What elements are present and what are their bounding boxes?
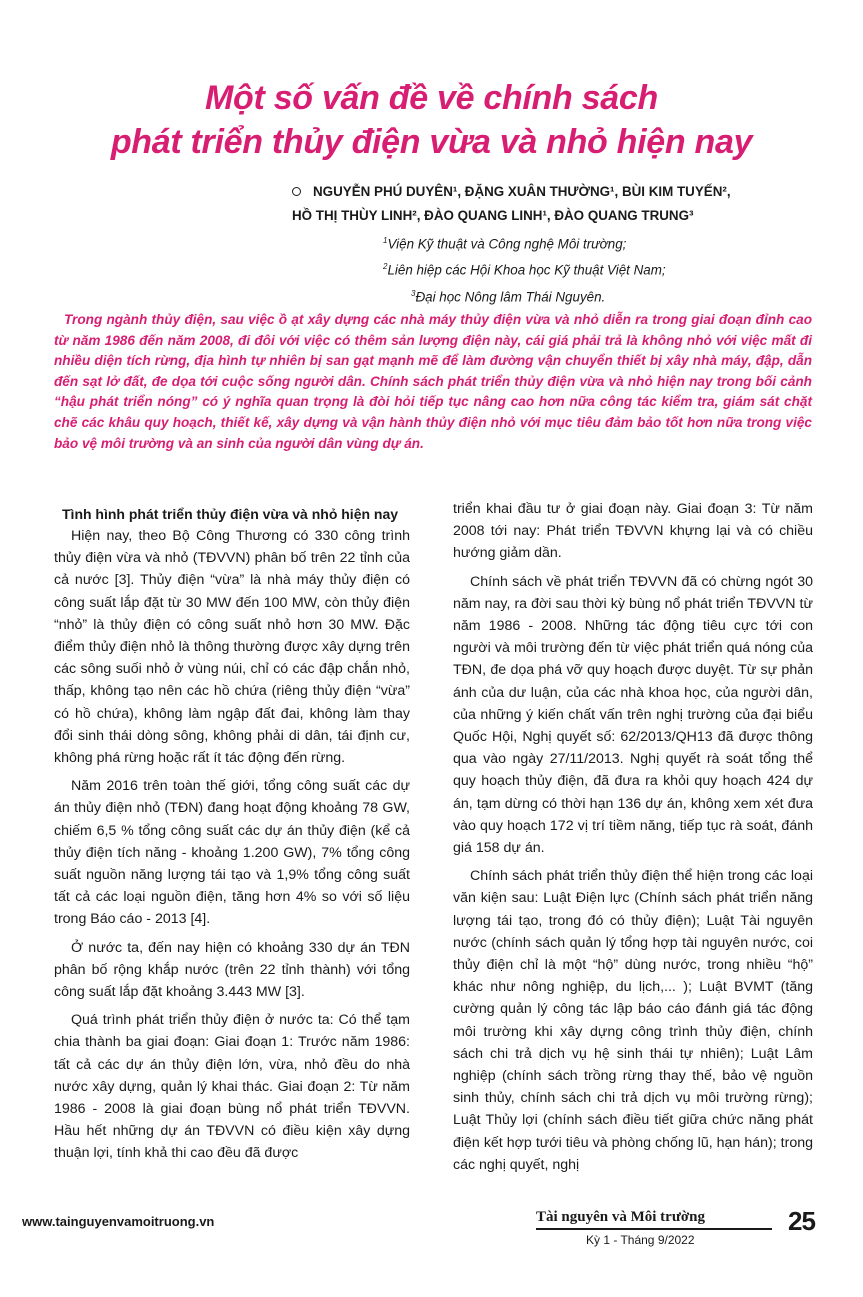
paragraph: Quá trình phát triển thủy điện ở nước ta: Có thể tạm chia thành ba giai đoạn: Giai đoạn 1: Trước năm 1986: tất cả các dự án thủy điện lớn, vừa, nhỏ đều do nhà nước xây dựng, quản lý khai thác. Giai đoạn 2: Từ năm 1986 - 2008 là giai đoạn bùng nổ phát triển TĐVVN. Hầu hết những dự án TĐVVN có điều kiện xây dựng thuận lợi, tính khả thi cao đều đã được [54, 1012, 410, 1162]
authors-line-2: HỒ THỊ THÙY LINH², ĐÀO QUANG LINH¹, ĐÀO QUANG TRUNG³ [292, 208, 694, 223]
author-list [292, 180, 844, 228]
abstract: Trong ngành thủy điện, sau việc ồ ạt xây dựng các nhà máy thủy điện vừa và nhỏ diễn ra trong giai đoạn đỉnh cao từ năm 1986 đến năm 2008, đi đôi với việc có thêm sản lượng điện này, cái giá phải trả là không nhỏ với việc mất đi nhiều diện tích rừng, địa hình tự nhiên bị san gạt mạnh mẽ để làm đường vận chuyển thiết bị xây nhà máy, đập, dẫn đến sạt lở đất, đe dọa tới cuộc sống người dân. Chính sách phát triển thủy điện vừa và nhỏ hiện nay trong bối cảnh “hậu phát triển nóng” có ý nghĩa quan trọng là đòi hỏi tiếp tục nâng cao hơn nữa công tác kiểm tra, giám sát chặt chẽ các khâu quy hoạch, thiết kế, xây dựng và vận hành thủy điện nhỏ với mục tiêu đảm bảo tốt hơn nữa trong việc bảo vệ môi trường và an sinh của người dân vùng dự án. [54, 312, 812, 451]
affiliations: $^1$Viện Kỹ thuật và Công nghệ Môi trường; $^2$Liên hiệp các Hội Khoa học Kỹ thuật Việt Nam; $^3$Đại học Nông lâm Thái Nguyên. [383, 236, 666, 305]
paragraph: Chính sách phát triển thủy điện thể hiện trong các loại văn kiện sau: Luật Điện lực (Chính sách phát triển năng lượng tái tạo, trong đó có thủy điện); Luật Tài nguyên nước (chính sách quản lý tổng hợp tài nguyên nước, coi thủy điện chỉ là một “hộ” dùng nước, trong nhiều “hộ” khác như nông nghiệp, du lịch,... ); Luật BVMT (tăng cường quản lý công tác lập báo cáo đánh giá tác động môi trường khi xây dựng công trình thủy điện, chính sách chi trả dịch vụ hệ sinh thái tự nhiên); Luật Lâm nghiệp (chính sách trồng rừng thay thế, bảo vệ nguồn sinh thủy, chính sách chi trả dịch vụ môi trường rừng); Luật Thủy lợi (chính sách điều tiết giữa chức năng phát điện kết hợp tưới tiêu và phòng chống lũ, hạn hán); trong các nghị quyết, nghị [453, 868, 813, 1173]
authors-line-1: NGUYỄN PHÚ DUYÊN¹, ĐẶNG XUÂN THƯỜNG¹, BÙI KIM TUYẾN², [313, 184, 731, 199]
right-column [453, 498, 813, 1182]
footer-website: www.tainguyenvamoitruong.vn [22, 1214, 215, 1229]
affiliation-2: Liên hiệp các Hội Khoa học Kỹ thuật Việt Nam; [387, 262, 666, 278]
paragraph: Năm 2016 trên toàn thế giới, tổng công suất các dự án thủy điện nhỏ (TĐN) đang hoạt động khoảng 78 GW, chiếm 6,5 % tổng công suất các dự án thủy điện (kể cả thủy điện tích năng - khoảng 1.200 GW), 7% tổng công suất nguồn năng lượng tái tạo và 1,9% tổng công suất tất cả các loại nguồn điện, tăng hơn 4% so với số liệu trong Báo cáo - 2013 [4]. [54, 778, 410, 928]
section-heading: Tình hình phát triển thủy điện vừa và nhỏ hiện nay [62, 506, 399, 522]
footer-magazine-name: Tài nguyên và Môi trường [536, 1209, 772, 1230]
footer-issue: Kỳ 1 - Tháng 9/2022 [586, 1233, 695, 1247]
affiliation-1: Viện Kỹ thuật và Công nghệ Môi trường; [387, 236, 627, 252]
paragraph: Ở nước ta, đến nay hiện có khoảng 330 dự án TĐN phân bố rộng khắp nước (trên 22 tỉnh thành) với tổng công suất lắp đặt khoảng 3.443 MW [3]. [54, 939, 410, 1001]
title-line-1: Một số vấn đề về chính sách [205, 79, 658, 117]
affiliation-3: Đại học Nông lâm Thái Nguyên. [415, 289, 606, 305]
title-line-2: phát triển thủy điện vừa và nhỏ hiện nay [110, 123, 753, 161]
paragraph: Hiện nay, theo Bộ Công Thương có 330 công trình thủy điện vừa và nhỏ (TĐVVN) phân bố trên 22 tỉnh của cả nước [3]. Thủy điện “vừa” là nhà máy thủy điện có công suất lắp đặt từ 30 MW đến 100 MW, còn thủy điện “nhỏ” là thủy điện có công suất nhỏ hơn 30 MW. Đặc điểm thủy điện nhỏ là thông thường được xây dựng trên các sông suối nhỏ ở vùng núi, chỉ có các đập chắn nhỏ, thấp, không tạo nên các hồ chứa (riêng thủy điện “vừa” có hồ chứa), không làm ngập đất đai, không làm thay đổi sinh thái dòng sông, không phải di dân, tái định cư, không phá rừng hoặc rất ít tác động đến rừng. [54, 528, 410, 767]
left-column [54, 504, 410, 1171]
article-title [60, 76, 803, 164]
page-number: 25 [788, 1206, 815, 1236]
paragraph: triển khai đầu tư ở giai đoạn này. Giai đoạn 3: Từ năm 2008 tới nay: Phát triển TĐVVN khựng lại và có chiều hướng giảm dần. [453, 501, 813, 562]
circle-bullet-icon [292, 187, 301, 196]
paragraph: Chính sách về phát triển TĐVVN đã có chừng ngót 30 năm nay, ra đời sau thời kỳ bùng nổ phát triển TĐVVN từ năm 1986 - 2008. Những tác động tiêu cực tới con người và môi trường đến từ việc phát triển quá nóng của TĐN, đe dọa phá vỡ quy hoạch được duyệt. Từ sự phản ánh của dư luận, của các nhà khoa học, của người dân, của những ý kiến chất vấn trên nghị trường của đại biểu Quốc Hội, Nghị quyết số: 62/2013/QH13 đã được thông qua vào ngày 27/11/2013. Nghị quyết rà soát tổng thể quy hoạch thủy điện, đã đưa ra khỏi quy hoạch 424 dự án, tạm dừng có thời hạn 136 dự án, không xem xét đưa vào quy hoạch 172 vị trí tiềm năng, tiếp tục rà soát, đánh giá 158 dự án. [453, 573, 813, 857]
